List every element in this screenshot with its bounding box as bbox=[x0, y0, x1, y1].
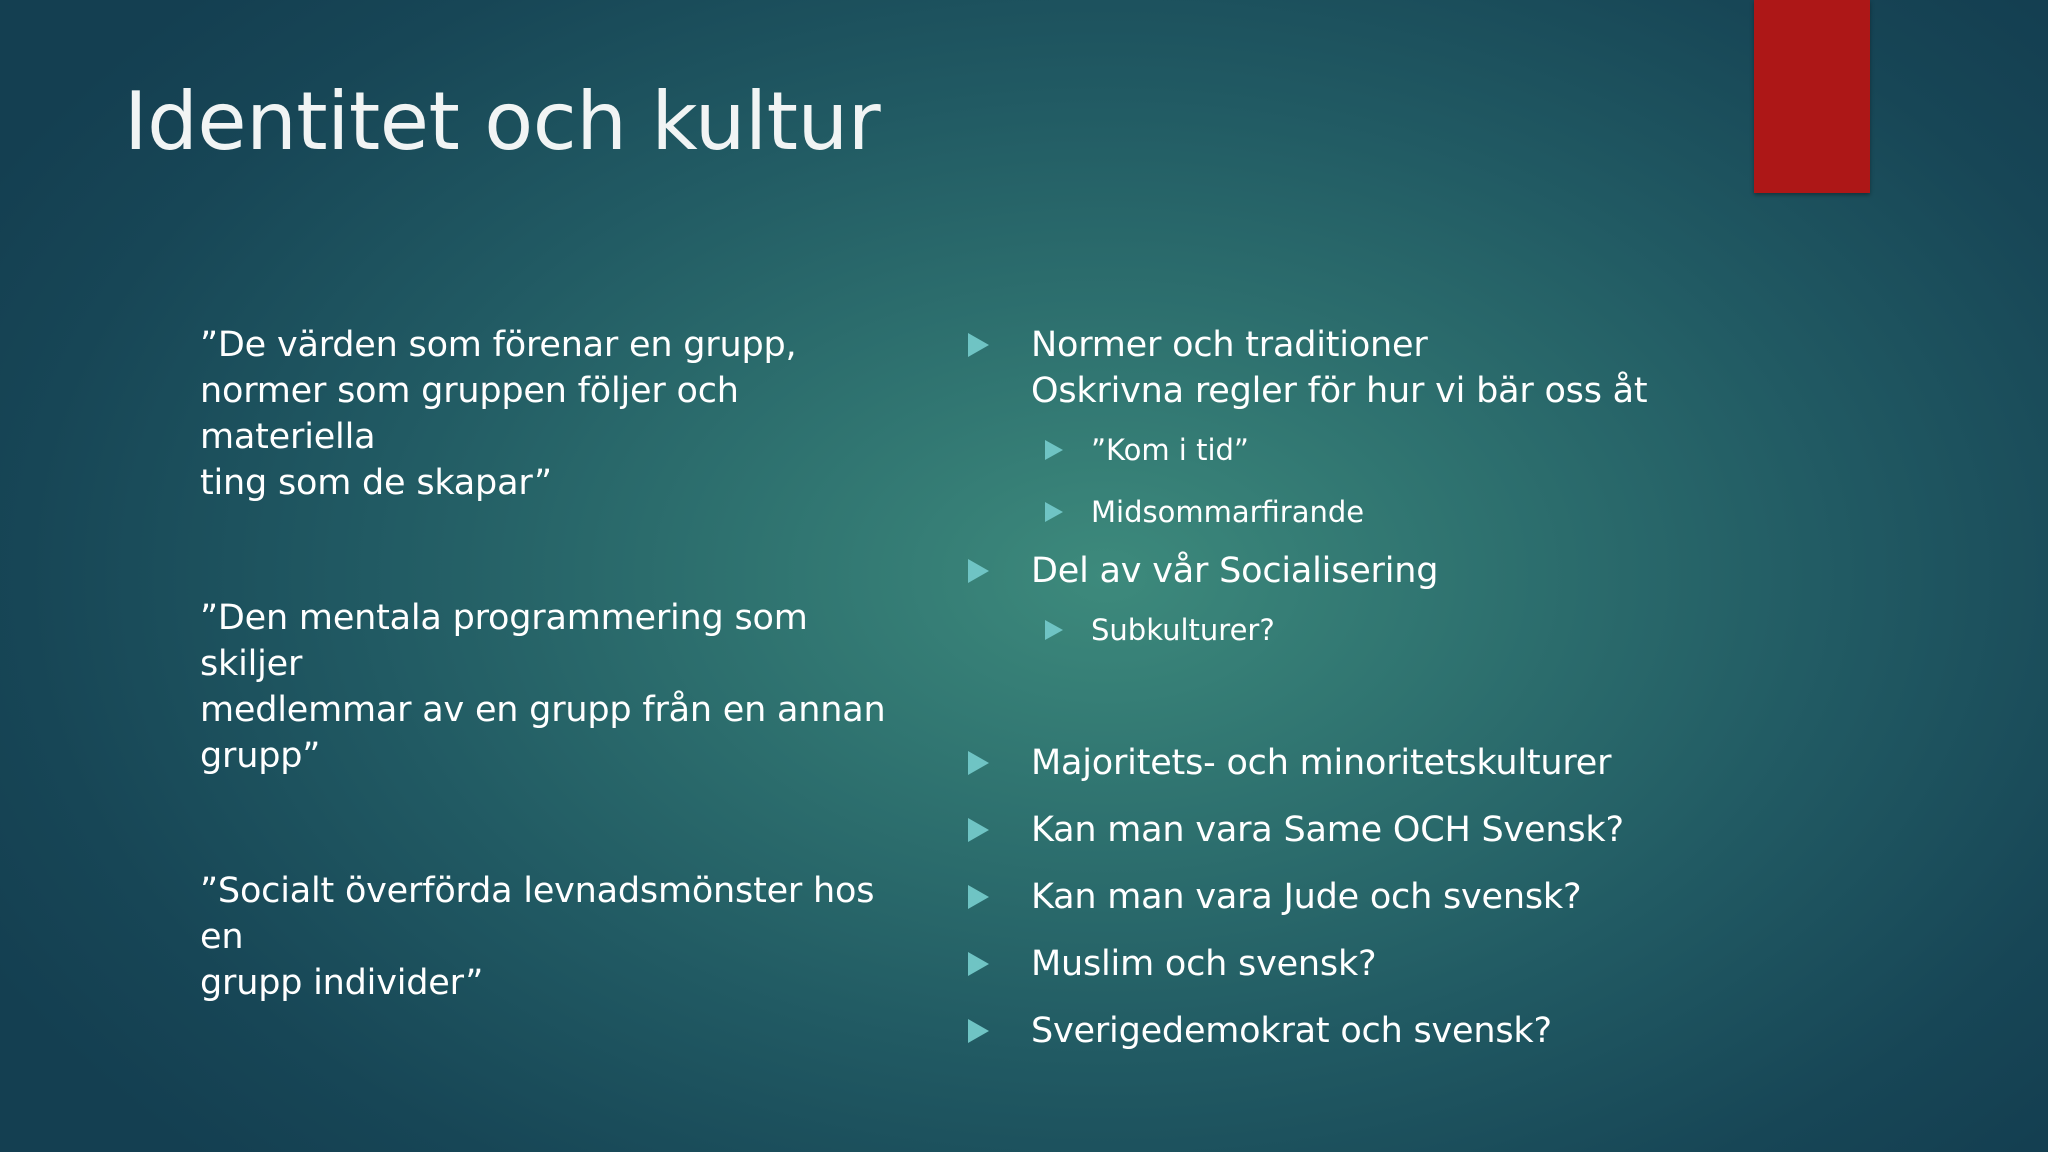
quote-2-line-1: ”Den mentala programmering som skiljer bbox=[200, 598, 808, 684]
bullet-majoritet bbox=[960, 740, 1720, 786]
quote-3-line-1: ”Socialt överförda levnadsmönster hos en bbox=[200, 871, 875, 957]
quote-2 bbox=[200, 595, 920, 779]
sub-bullet-text: Subkulturer? bbox=[1091, 613, 1275, 647]
triangle-bullet-icon bbox=[968, 1019, 989, 1043]
bullet-norms-detail: Oskrivna regler för hur vi bär oss åt bbox=[1031, 371, 1648, 411]
bullet-text: Muslim och svensk? bbox=[1031, 944, 1377, 984]
quote-1-line-1: ”De värden som förenar en grupp, bbox=[200, 325, 797, 365]
bullet-sverigedemokrat bbox=[960, 1008, 1720, 1054]
triangle-bullet-icon bbox=[968, 559, 989, 583]
quote-1-line-2: normer som gruppen följer och materiella bbox=[200, 371, 739, 457]
triangle-bullet-icon bbox=[968, 885, 989, 909]
accent-bar bbox=[1754, 0, 1870, 193]
bullet-same bbox=[960, 807, 1720, 853]
bullet-text: Kan man vara Same OCH Svensk? bbox=[1031, 810, 1624, 850]
bullet-muslim bbox=[960, 941, 1720, 987]
bullet-text: Kan man vara Jude och svensk? bbox=[1031, 877, 1582, 917]
triangle-bullet-icon bbox=[1045, 620, 1063, 640]
sub-bullet-midsommar bbox=[1045, 492, 1720, 532]
triangle-bullet-icon bbox=[968, 818, 989, 842]
bullet-norms bbox=[960, 322, 1720, 414]
bullet-text: Majoritets- och minoritetskulturer bbox=[1031, 743, 1612, 783]
quote-3-line-2: grupp individer” bbox=[200, 963, 484, 1003]
sub-bullet-subkulturer bbox=[1045, 610, 1720, 650]
bullet-list bbox=[960, 322, 1720, 1054]
quote-1 bbox=[200, 322, 920, 506]
quote-2-line-3: grupp” bbox=[200, 736, 321, 776]
bullet-norms-title: Normer och traditioner bbox=[1031, 325, 1428, 365]
sub-bullet-text: ”Kom i tid” bbox=[1091, 433, 1249, 467]
triangle-bullet-icon bbox=[1045, 502, 1063, 522]
definitions-column bbox=[200, 322, 920, 1006]
bullet-jude bbox=[960, 874, 1720, 920]
bullet-text: Sverigedemokrat och svensk? bbox=[1031, 1011, 1552, 1051]
quote-2-line-2: medlemmar av en grupp från en annan bbox=[200, 690, 886, 730]
quote-3 bbox=[200, 868, 920, 1006]
triangle-bullet-icon bbox=[968, 952, 989, 976]
sub-bullet-text: Midsommarfirande bbox=[1091, 495, 1365, 529]
bullet-socialisering bbox=[960, 548, 1720, 594]
triangle-bullet-icon bbox=[968, 333, 989, 357]
triangle-bullet-icon bbox=[1045, 440, 1063, 460]
quote-1-line-3: ting som de skapar” bbox=[200, 463, 552, 503]
sub-bullet-kom-i-tid bbox=[1045, 430, 1720, 470]
triangle-bullet-icon bbox=[968, 751, 989, 775]
bullet-text: Del av vår Socialisering bbox=[1031, 551, 1439, 591]
slide-title: Identitet och kultur bbox=[124, 75, 881, 168]
